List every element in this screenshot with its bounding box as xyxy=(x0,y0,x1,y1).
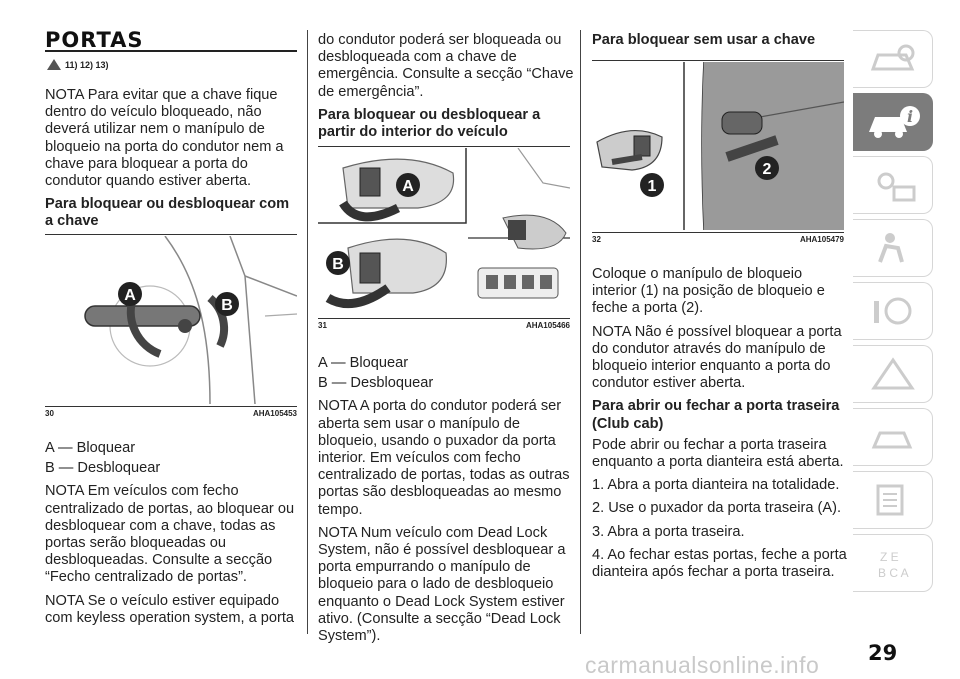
heading-lock-inside: Para bloquear ou desbloquear a partir do interior do veículo xyxy=(318,106,541,141)
warning-refs-text: 11) 12) 13) xyxy=(65,59,109,70)
note-keyless: NOTA Se o veículo estiver equipado com keyless operation system, a porta xyxy=(45,592,295,626)
figure-32-top-rule xyxy=(592,60,844,61)
chapter-tabs xyxy=(853,30,936,597)
figure-30-number: 30 xyxy=(45,409,54,418)
alphabet-index-icon xyxy=(868,545,918,581)
tab-safety[interactable] xyxy=(853,219,933,277)
step-3: 3. Abra a porta traseira. xyxy=(592,523,745,540)
warning-refs xyxy=(47,59,109,70)
car-info-icon xyxy=(865,102,921,142)
warning-triangle-icon xyxy=(47,59,61,70)
svg-text:Z E: Z E xyxy=(879,550,899,564)
figure-31-caption xyxy=(318,321,570,330)
door-close-illustration xyxy=(592,62,844,230)
spec-list-icon xyxy=(868,482,918,518)
note-dead-lock: NOTA Num veículo com Dead Lock System, não é possível desbloquear a porta empurrando o manípulo de bloqueio para o lado de desbloqueio enquanto o Dead Lock System estiver ativo. (Consulte a secção “Dead Lock System”). xyxy=(318,524,566,645)
figure-32-number: 32 xyxy=(592,235,601,244)
legend-a-2: A — Bloquear xyxy=(318,355,409,371)
page-number: 29 xyxy=(868,641,898,665)
para-emergency-key: do condutor poderá ser bloqueada ou desbloqueada com a chave de emergência. Consulte a secção “Chave de emergência”. xyxy=(318,32,574,100)
figure-30-caption xyxy=(45,409,297,418)
figure-30-label-b: B xyxy=(221,297,233,314)
figure-31-bottom-rule xyxy=(318,318,570,319)
figure-30 xyxy=(45,236,297,404)
step-4: 4. Ao fechar estas portas, feche a porta dianteira após fechar a porta traseira. xyxy=(592,546,847,581)
figure-32-label-2: 2 xyxy=(762,161,772,178)
tab-emergency[interactable] xyxy=(853,345,933,403)
svg-text:B C A: B C A xyxy=(877,566,909,580)
heading-rear-door: Para abrir ou fechar a porta traseira (Club cab) xyxy=(592,398,840,432)
airbag-person-icon xyxy=(868,230,918,266)
note-driver-door: NOTA A porta do condutor poderá ser aberta sem usar o manípulo de bloqueio, usando o puxador da porta interior. Em veículos com fecho centralizado de portas, todas as outras portas são desbloqueadas ao mesmo tempo. xyxy=(318,398,570,518)
legend-b-2: B — Desbloquear xyxy=(318,375,434,392)
column-3 xyxy=(592,32,844,49)
tab-maintenance[interactable] xyxy=(853,408,933,466)
figure-32-code: AHA105479 xyxy=(799,235,844,244)
key-steering-icon xyxy=(868,293,918,329)
heading-lock-without-key: Para bloquear sem usar a chave xyxy=(592,32,816,48)
note-central-locking: NOTA Em veículos com fecho centralizado de portas, ao bloquear ou desbloquear com a chave, todas as portas serão bloqueadas ou desbloqueadas. Consulte a secção “Fecho centralizado de portas”. xyxy=(45,483,295,586)
para-rear-door: Pode abrir ou fechar a porta traseira enquanto a porta dianteira está aberta. xyxy=(592,436,844,471)
figure-32-label-1: 1 xyxy=(647,178,657,195)
legend-a: A — Bloquear xyxy=(45,440,136,456)
tab-specifications[interactable] xyxy=(853,471,933,529)
watermark: carmanualsonline.info xyxy=(585,652,820,678)
column-divider-1 xyxy=(307,30,308,634)
figure-31-label-a: A xyxy=(402,178,414,195)
figure-30-label-a: A xyxy=(124,287,136,304)
warning-triangle-icon xyxy=(868,356,918,392)
figure-32-caption xyxy=(592,235,844,244)
figure-31-top-rule xyxy=(318,146,570,147)
column-1 xyxy=(45,87,301,231)
note-keys: NOTA Para evitar que a chave fique dentro do veículo bloqueado, não deverá utilizar nem o manípulo de bloqueio na porta do condutor nem a chave para bloquear a porta do condutor quando estiver aberta. xyxy=(45,87,284,190)
figure-31-label-b: B xyxy=(332,256,344,273)
tab-warning-lights[interactable] xyxy=(853,156,933,214)
note-cannot-lock: NOTA Não é possível bloquear a porta do condutor através do manípulo de bloqueio interior enquanto a porta do condutor estiver aberta. xyxy=(592,323,842,392)
figure-32-bottom-rule xyxy=(592,232,844,233)
car-service-icon xyxy=(868,419,918,455)
door-key-illustration xyxy=(45,236,297,404)
tab-driving[interactable] xyxy=(853,282,933,340)
column-3-lower xyxy=(592,266,848,581)
warning-light-icon xyxy=(868,167,918,203)
tab-index[interactable] xyxy=(853,534,933,592)
column-1-lower xyxy=(45,440,301,627)
tab-car-info[interactable] xyxy=(853,93,933,151)
figure-31 xyxy=(318,148,570,316)
column-divider-2 xyxy=(580,30,581,634)
svg-text:i: i xyxy=(906,107,913,126)
figure-31-number: 31 xyxy=(318,321,327,330)
title-rule xyxy=(45,50,297,52)
section-title: PORTAS xyxy=(45,28,144,52)
legend-b: B — Desbloquear xyxy=(45,460,161,477)
step-1: 1. Abra a porta dianteira na totalidade. xyxy=(592,477,840,494)
para-lock-handle: Coloque o manípulo de bloqueio interior (1) na posição de bloqueio e feche a porta (2). xyxy=(592,266,825,317)
figure-30-top-rule xyxy=(45,234,297,235)
figure-30-bottom-rule xyxy=(45,406,297,407)
heading-lock-with-key: Para bloquear ou desbloquear com a chave xyxy=(45,196,290,230)
car-search-icon xyxy=(868,41,918,77)
tab-car-search[interactable] xyxy=(853,30,933,88)
step-2: 2. Use o puxador da porta traseira (A). xyxy=(592,500,842,517)
figure-30-code: AHA105453 xyxy=(252,409,297,418)
column-2 xyxy=(318,32,574,141)
column-2-lower xyxy=(318,355,574,645)
figure-32 xyxy=(592,62,844,230)
figure-31-code: AHA105466 xyxy=(525,321,570,330)
interior-lock-illustration xyxy=(318,148,570,316)
